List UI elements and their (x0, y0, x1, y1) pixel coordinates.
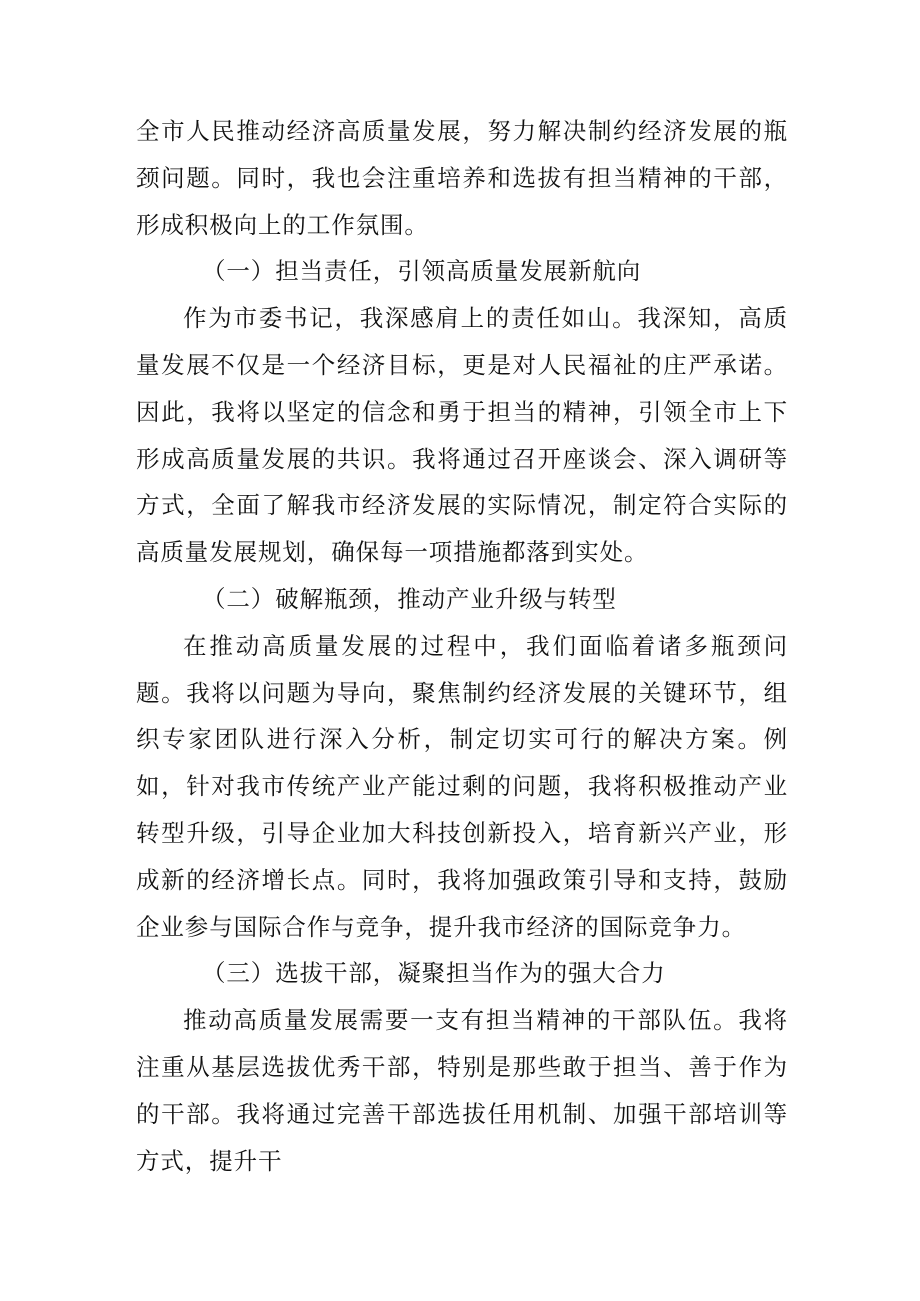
paragraph-section-2: 在推动高质量发展的过程中，我们面临着诸多瓶颈问题。我将以问题为导向，聚焦制约经济发展的关键环节，组织专家团队进行深入分析，制定切实可行的解决方案。例如，针对我市传统产业产能过剩的问题，我将积极推动产业转型升级，引导企业加大科技创新投入，培育新兴产业，形成新的经济增长点。同时，我将加强政策引导和支持，鼓励企业参与国际合作与竞争，提升我市经济的国际竞争力。 (136, 631, 788, 941)
section-heading-2: （二）破解瓶颈，推动产业升级与转型 (202, 584, 617, 613)
paragraph-intro: 全市人民推动经济高质量发展，努力解决制约经济发展的瓶颈问题。同时，我也会注重培养和选拔有担当精神的干部，形成积极向上的工作氛围。 (136, 117, 788, 239)
section-heading-3: （三）选拔干部，凝聚担当作为的强大合力 (202, 959, 666, 988)
document-body (136, 108, 788, 1184)
section-heading-1: （一）担当责任，引领高质量发展新航向 (202, 257, 642, 286)
paragraph-section-3: 推动高质量发展需要一支有担当精神的干部队伍。我将注重从基层选拔优秀干部，特别是那些敢于担当、善于作为的干部。我将通过完善干部选拔任用机制、加强干部培训等方式，提升干 (136, 1006, 788, 1175)
paragraph-section-1: 作为市委书记，我深感肩上的责任如山。我深知，高质量发展不仅是一个经济目标，更是对人民福祉的庄严承诺。因此，我将以坚定的信念和勇于担当的精神，引领全市上下形成高质量发展的共识。我将通过召开座谈会、深入调研等方式，全面了解我市经济发展的实际情况，制定符合实际的高质量发展规划，确保每一项措施都落到实处。 (136, 304, 788, 567)
